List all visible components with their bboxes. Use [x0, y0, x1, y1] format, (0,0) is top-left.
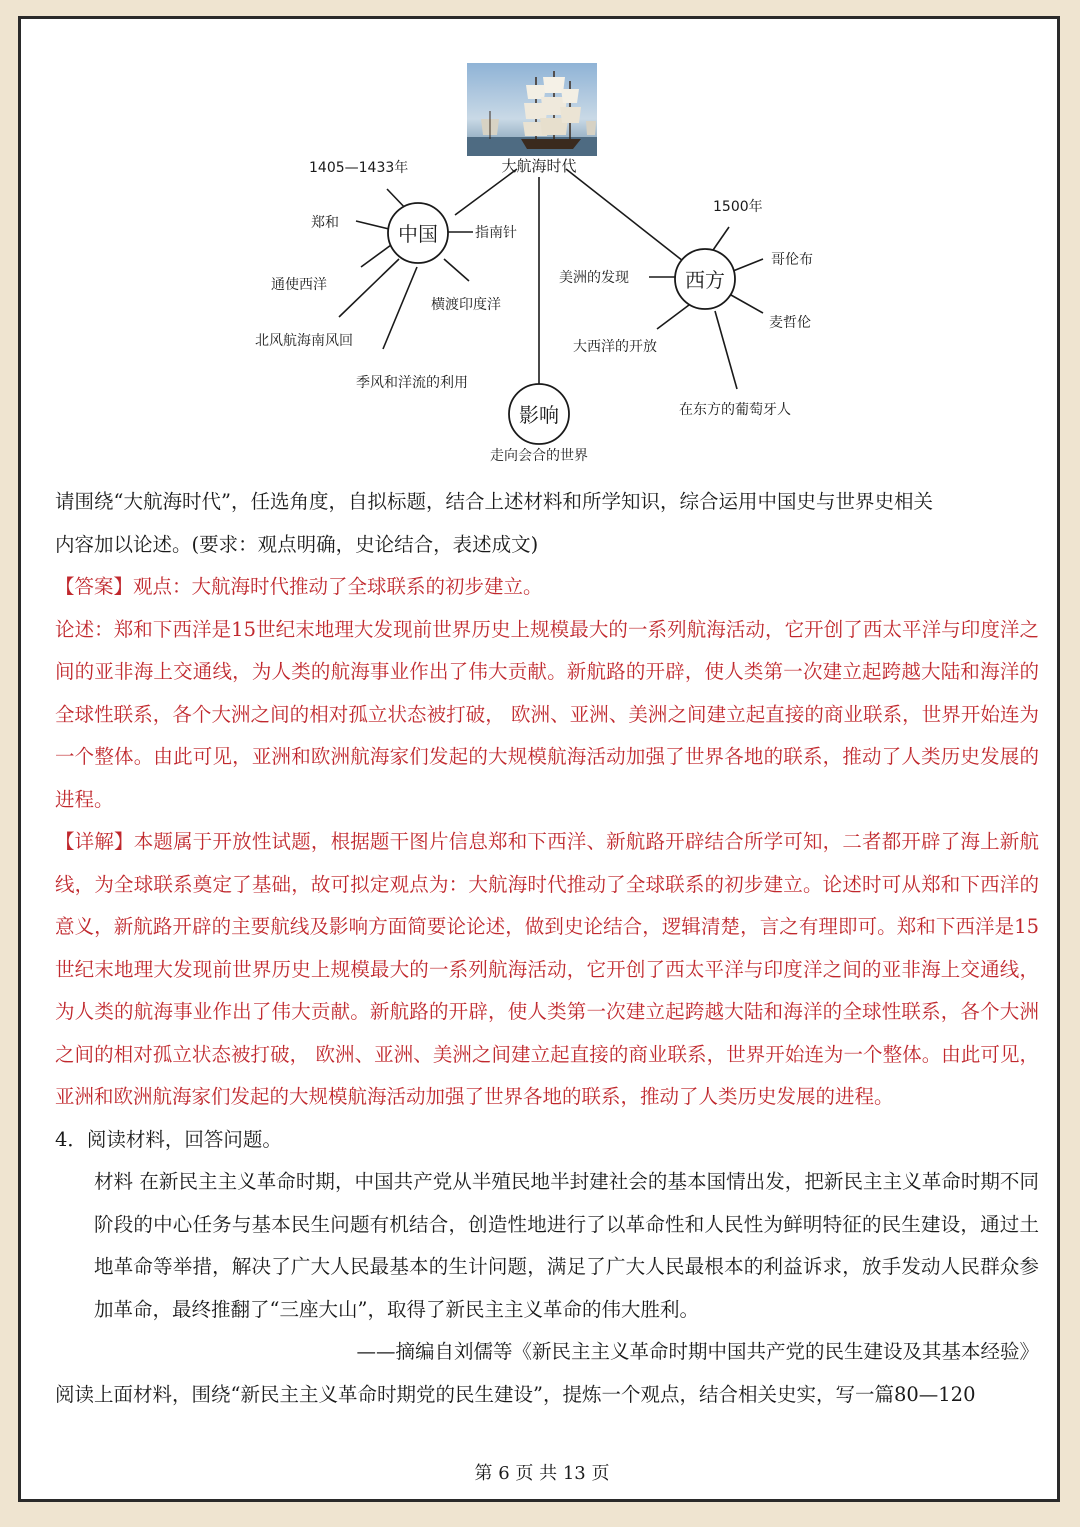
question-4-heading: 4．阅读材料，回答问题。 [55, 1127, 282, 1151]
china-node-label: 中国 [398, 222, 438, 246]
answer-viewpoint [55, 566, 1039, 609]
china-item-indian-ocean: 横渡印度洋 [431, 297, 501, 313]
question-4-source: ——摘编自刘儒等《新民主主义革命时期中国共产党的民生建设及其基本经验》 [356, 1340, 1039, 1363]
influence-node-label: 影响 [519, 403, 559, 427]
center-label: 大航海时代 [501, 157, 577, 175]
china-item-compass: 指南针 [475, 225, 517, 241]
question-4-prompt: 阅读上面材料，围绕“新民主主义革命时期党的民生建设”，提炼一个观点，结合相关史实，写一篇80—120 [55, 1382, 976, 1406]
china-item-monsoon-sailing: 北风航海南风回 [255, 333, 353, 349]
west-item-americas: 美洲的发现 [559, 270, 629, 286]
influence-item-world: 走向会合的世界 [490, 448, 588, 464]
west-item-atlantic: 大西洋的开放 [573, 339, 657, 355]
china-item-zhenghe: 郑和 [311, 215, 339, 231]
detail-tag: 【详解】 [55, 830, 134, 853]
detail-text: 本题属于开放性试题，根据题干图片信息郑和下西洋、新航路开辟结合所学可知，二者都开辟了海上新航线，为全球联系奠定了基础，故可拟定观点为：大航海时代推动了全球联系的初步建立。论述时可从郑和下西洋的意义，新航路开辟的主要航线及影响方面简要论论述，做到史论结合，逻辑清楚，言之有理即可。郑和下西洋是15世纪末地理大发现前世界历史上规模最大的一系列航海活动，它开创了西太平洋与印度洋之间的亚非海上交通线，为人类的航海事业作出了伟大贡献。新航路的开辟，使人类第一次建立起跨越大陆和海洋的全球性联系，各个大洲之间的相对孤立状态被打破， 欧洲、亚洲、美洲之间建立起直接的商业联系，世界开始连为一个整体。由此可见，亚洲和欧洲航海家们发起的大规模航海活动加强了世界各地的联系，推动了人类历史发展的进程。 [55, 830, 1039, 1108]
west-item-portuguese: 在东方的葡萄牙人 [679, 402, 791, 418]
west-item-magellan: 麦哲伦 [769, 315, 811, 331]
mind-map-diagram [21, 19, 1063, 489]
west-item-columbus: 哥伦布 [771, 252, 813, 268]
china-item-currents: 季风和洋流的利用 [356, 375, 468, 391]
question-line-2: 内容加以论述。(要求：观点明确，史论结合，表述成文) [55, 532, 539, 556]
china-item-embassy: 通使西洋 [271, 277, 327, 293]
answer-tag: 【答案】 [55, 575, 134, 598]
question-line-1: 请围绕“大航海时代”，任选角度，自拟标题，结合上述材料和所学知识，综合运用中国史与世界史相关 [55, 490, 933, 513]
west-node-label: 西方 [685, 268, 725, 292]
detail-explanation [55, 821, 1039, 1119]
answer-viewpoint-text: 观点：大航海时代推动了全球联系的初步建立。 [133, 575, 543, 598]
document-page [18, 16, 1060, 1502]
page-footer: 第 6 页 共 13 页 [474, 1463, 610, 1484]
question-4-material: 材料 在新民主主义革命时期，中国共产党从半殖民地半封建社会的基本国情出发，把新民主主义革命时期不同阶段的中心任务与基本民生问题有机结合，创造性地进行了以革命性和人民性为鲜明特征的民生建设，通过土地革命等举措，解决了广大人民最基本的生计问题，满足了广大人民最根本的利益诉求，放手发动人民群众参加革命，最终推翻了“三座大山”，取得了新民主主义革命的伟大胜利。 [94, 1170, 1039, 1321]
answer-argument: 论述：郑和下西洋是15世纪末地理大发现前世界历史上规模最大的一系列航海活动，它开创了西太平洋与印度洋之间的亚非海上交通线，为人类的航海事业作出了伟大贡献。新航路的开辟，使人类第一次建立起跨越大陆和海洋的全球性联系，各个大洲之间的相对孤立状态被打破， 欧洲、亚洲、美洲之间建立起直接的商业联系，世界开始连为一个整体。由此可见，亚洲和欧洲航海家们发起的大规模航海活动加强了世界各地的联系，推动了人类历史发展的进程。 [55, 617, 1039, 811]
china-item-years: 1405—1433年 [309, 160, 409, 176]
west-item-year: 1500年 [713, 199, 763, 215]
content-text [55, 481, 1039, 1416]
sailing-ship-image [467, 63, 597, 156]
